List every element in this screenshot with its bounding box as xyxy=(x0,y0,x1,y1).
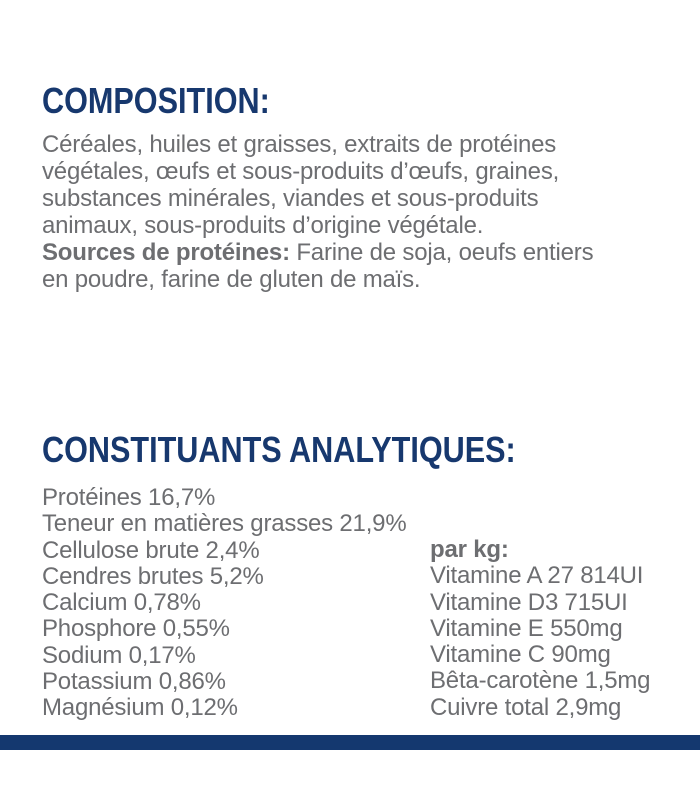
list-item: Sodium 0,17% xyxy=(42,641,196,669)
protein-sources-line xyxy=(42,239,593,266)
composition-line: Céréales, huiles et graisses, extraits de protéines xyxy=(42,131,557,158)
list-item: Phosphore 0,55% xyxy=(42,615,230,643)
analytical-right-column xyxy=(430,537,650,721)
list-item: Bêta-carotène 1,5mg xyxy=(430,667,651,695)
bottom-accent-bar xyxy=(0,735,700,750)
protein-sources-text: Farine de soja, oeufs entiers xyxy=(289,239,594,266)
list-item: Calcium 0,78% xyxy=(42,589,201,617)
composition-line: végétales, œufs et sous-produits d’œufs, graines, xyxy=(42,158,560,185)
per-kg-header: par kg: xyxy=(430,536,509,563)
list-item: Teneur en matières grasses 21,9% xyxy=(42,510,407,538)
composition-line: substances minérales, viandes et sous-produits xyxy=(42,185,539,212)
composition-text xyxy=(42,131,593,293)
list-item: Cuivre total 2,9mg xyxy=(430,693,622,721)
composition-line: animaux, sous-produits d’origine végétale. xyxy=(42,212,484,239)
composition-heading: COMPOSITION: xyxy=(42,80,270,121)
list-item: Vitamine A 27 814UI xyxy=(430,562,644,590)
list-item: Vitamine E 550mg xyxy=(430,614,623,642)
analytical-constituents-heading: CONSTITUANTS ANALYTIQUES: xyxy=(42,429,516,470)
list-item: Potassium 0,86% xyxy=(42,668,226,696)
analytical-left-column xyxy=(42,485,406,722)
list-item: Vitamine C 90mg xyxy=(430,641,611,669)
list-item: Cendres brutes 5,2% xyxy=(42,562,264,590)
list-item: Vitamine D3 715UI xyxy=(430,588,628,616)
list-item: Protéines 16,7% xyxy=(42,484,216,511)
protein-sources-label: Sources de protéines: xyxy=(42,239,290,266)
list-item: Magnésium 0,12% xyxy=(42,694,238,722)
protein-sources-line: en poudre, farine de gluten de maïs. xyxy=(42,266,421,293)
list-item: Cellulose brute 2,4% xyxy=(42,536,260,564)
